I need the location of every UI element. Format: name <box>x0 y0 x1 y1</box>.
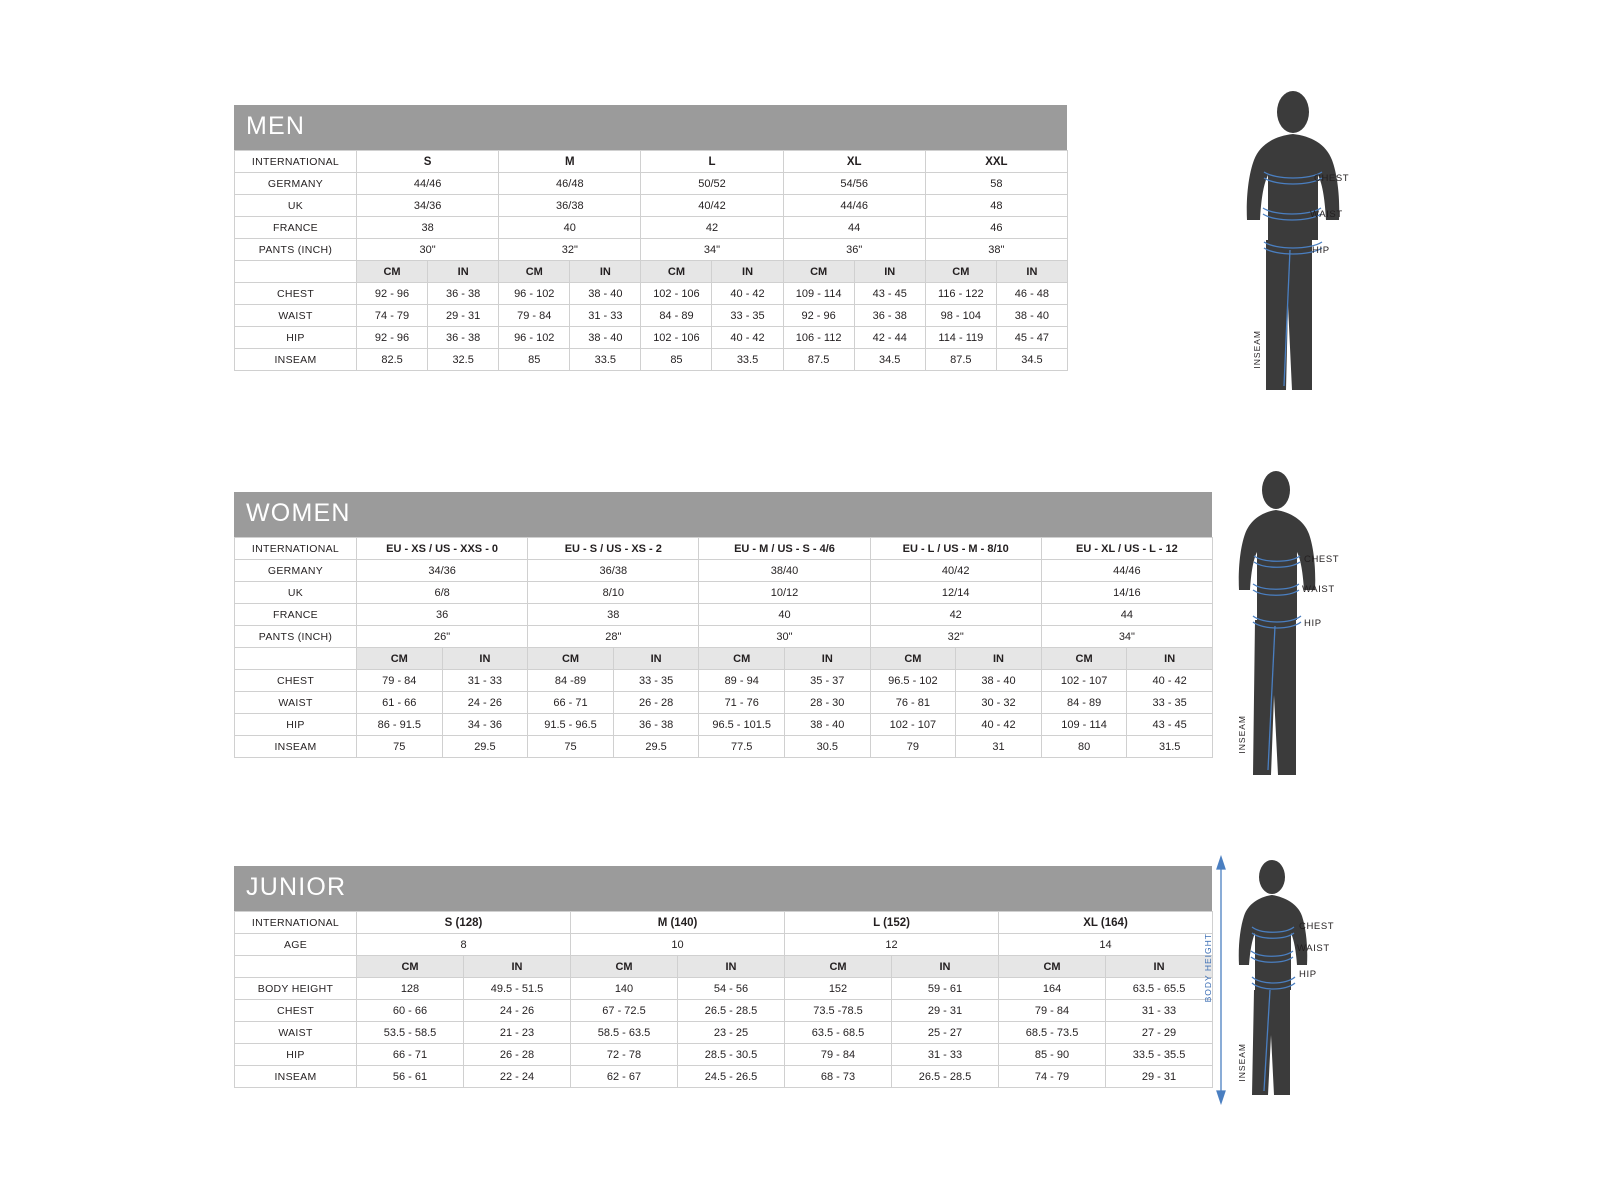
cell: 38/40 <box>699 560 870 582</box>
unit-cell: CM <box>1041 648 1127 670</box>
cell: 36 - 38 <box>428 327 499 349</box>
cell: 62 - 67 <box>571 1066 678 1088</box>
row-label: INTERNATIONAL <box>235 151 357 173</box>
men-hip-label: HIP <box>1312 245 1330 256</box>
cell: 114 - 119 <box>925 327 996 349</box>
cell: 60 - 66 <box>357 1000 464 1022</box>
cell: 54/56 <box>783 173 925 195</box>
cell: 71 - 76 <box>699 692 785 714</box>
cell: 84 - 89 <box>1041 692 1127 714</box>
cell: 32" <box>870 626 1041 648</box>
cell: 44/46 <box>1041 560 1212 582</box>
cell: 26 - 28 <box>613 692 699 714</box>
cell: 38" <box>925 239 1067 261</box>
cell: 87.5 <box>783 349 854 371</box>
women-chest-label: CHEST <box>1304 554 1340 565</box>
cell: 44 <box>783 217 925 239</box>
cell: 24 - 26 <box>442 692 528 714</box>
table-row <box>235 670 1213 692</box>
men-table-block <box>234 105 1067 371</box>
cell: 77.5 <box>699 736 785 758</box>
cell: 46/48 <box>499 173 641 195</box>
cell: 85 - 90 <box>999 1044 1106 1066</box>
row-label: INSEAM <box>235 1066 357 1088</box>
cell: 12 <box>785 934 999 956</box>
cell: 66 - 71 <box>528 692 614 714</box>
cell: 152 <box>785 978 892 1000</box>
cell: 58 <box>925 173 1067 195</box>
cell: 21 - 23 <box>464 1022 571 1044</box>
men-figure <box>1230 90 1450 410</box>
cell: 33 - 35 <box>712 305 783 327</box>
unit-row-spacer <box>235 261 357 283</box>
table-row <box>235 1000 1213 1022</box>
cell: 34" <box>641 239 783 261</box>
cell: 35 - 37 <box>784 670 870 692</box>
row-label: FRANCE <box>235 217 357 239</box>
cell: 98 - 104 <box>925 305 996 327</box>
cell: 31 - 33 <box>570 305 641 327</box>
cell: 36" <box>783 239 925 261</box>
cell: 38 - 40 <box>784 714 870 736</box>
table-row <box>235 1022 1213 1044</box>
cell: 102 - 106 <box>641 283 712 305</box>
unit-cell: CM <box>357 956 464 978</box>
unit-cell: IN <box>956 648 1042 670</box>
size-col-1: EU - XS / US - XXS - 0 <box>357 538 528 560</box>
cell: 74 - 79 <box>357 305 428 327</box>
junior-table-block <box>234 866 1212 1088</box>
row-label: HIP <box>235 327 357 349</box>
unit-cell: CM <box>925 261 996 283</box>
cell: 32.5 <box>428 349 499 371</box>
cell: 26 - 28 <box>464 1044 571 1066</box>
cell: 63.5 - 68.5 <box>785 1022 892 1044</box>
cell: 36 - 38 <box>428 283 499 305</box>
table-row <box>235 305 1068 327</box>
size-col-4: EU - L / US - M - 8/10 <box>870 538 1041 560</box>
table-row <box>235 239 1068 261</box>
size-col-4: XL <box>783 151 925 173</box>
junior-body-height-label: BODY HEIGHT <box>1203 933 1213 1003</box>
table-row <box>235 195 1068 217</box>
women-size-table <box>234 537 1213 758</box>
unit-row <box>235 261 1068 283</box>
unit-cell: IN <box>784 648 870 670</box>
cell: 87.5 <box>925 349 996 371</box>
cell: 42 - 44 <box>854 327 925 349</box>
table-row <box>235 934 1213 956</box>
cell: 12/14 <box>870 582 1041 604</box>
cell: 36 - 38 <box>613 714 699 736</box>
cell: 14/16 <box>1041 582 1212 604</box>
cell: 44 <box>1041 604 1212 626</box>
row-label: AGE <box>235 934 357 956</box>
table-row <box>235 692 1213 714</box>
table-row <box>235 604 1213 626</box>
cell: 79 <box>870 736 956 758</box>
cell: 85 <box>641 349 712 371</box>
cell: 36 <box>357 604 528 626</box>
table-row <box>235 173 1068 195</box>
cell: 27 - 29 <box>1106 1022 1213 1044</box>
junior-figure <box>1203 855 1435 1115</box>
size-col-2: M (140) <box>571 912 785 934</box>
cell: 79 - 84 <box>999 1000 1106 1022</box>
cell: 49.5 - 51.5 <box>464 978 571 1000</box>
unit-cell: CM <box>571 956 678 978</box>
cell: 31.5 <box>1127 736 1213 758</box>
cell: 34/36 <box>357 195 499 217</box>
size-col-2: EU - S / US - XS - 2 <box>528 538 699 560</box>
table-row <box>235 349 1068 371</box>
cell: 96.5 - 101.5 <box>699 714 785 736</box>
cell: 61 - 66 <box>357 692 443 714</box>
cell: 34/36 <box>357 560 528 582</box>
cell: 38 <box>528 604 699 626</box>
cell: 82.5 <box>357 349 428 371</box>
cell: 29.5 <box>613 736 699 758</box>
cell: 31 - 33 <box>442 670 528 692</box>
cell: 80 <box>1041 736 1127 758</box>
cell: 28" <box>528 626 699 648</box>
table-row <box>235 217 1068 239</box>
cell: 23 - 25 <box>678 1022 785 1044</box>
cell: 34" <box>1041 626 1212 648</box>
cell: 28 - 30 <box>784 692 870 714</box>
cell: 92 - 96 <box>357 283 428 305</box>
cell: 79 - 84 <box>357 670 443 692</box>
cell: 109 - 114 <box>1041 714 1127 736</box>
women-hip-label: HIP <box>1304 618 1322 629</box>
table-row <box>235 538 1213 560</box>
cell: 26.5 - 28.5 <box>678 1000 785 1022</box>
cell: 91.5 - 96.5 <box>528 714 614 736</box>
cell: 29 - 31 <box>428 305 499 327</box>
cell: 31 - 33 <box>1106 1000 1213 1022</box>
cell: 38 - 40 <box>570 283 641 305</box>
row-label: WAIST <box>235 692 357 714</box>
cell: 42 <box>870 604 1041 626</box>
unit-cell: IN <box>464 956 571 978</box>
cell: 58.5 - 63.5 <box>571 1022 678 1044</box>
cell: 79 - 84 <box>785 1044 892 1066</box>
unit-row-spacer <box>235 648 357 670</box>
unit-cell: IN <box>1127 648 1213 670</box>
cell: 66 - 71 <box>357 1044 464 1066</box>
unit-cell: CM <box>999 956 1106 978</box>
unit-cell: IN <box>570 261 641 283</box>
cell: 24.5 - 26.5 <box>678 1066 785 1088</box>
row-label: UK <box>235 582 357 604</box>
cell: 128 <box>357 978 464 1000</box>
cell: 8/10 <box>528 582 699 604</box>
row-label: FRANCE <box>235 604 357 626</box>
cell: 63.5 - 65.5 <box>1106 978 1213 1000</box>
cell: 109 - 114 <box>783 283 854 305</box>
cell: 46 - 48 <box>996 283 1067 305</box>
cell: 44/46 <box>357 173 499 195</box>
cell: 38 - 40 <box>570 327 641 349</box>
cell: 32" <box>499 239 641 261</box>
cell: 44/46 <box>783 195 925 217</box>
table-row <box>235 1066 1213 1088</box>
cell: 31 <box>956 736 1042 758</box>
cell: 30" <box>357 239 499 261</box>
cell: 33.5 <box>570 349 641 371</box>
cell: 33 - 35 <box>1127 692 1213 714</box>
cell: 33.5 - 35.5 <box>1106 1044 1213 1066</box>
junior-size-table <box>234 911 1213 1088</box>
cell: 106 - 112 <box>783 327 854 349</box>
unit-cell: CM <box>528 648 614 670</box>
cell: 43 - 45 <box>854 283 925 305</box>
row-label: CHEST <box>235 670 357 692</box>
table-row <box>235 283 1068 305</box>
unit-cell: IN <box>854 261 925 283</box>
table-row <box>235 560 1213 582</box>
cell: 30" <box>699 626 870 648</box>
cell: 33 - 35 <box>613 670 699 692</box>
row-label: INSEAM <box>235 736 357 758</box>
cell: 43 - 45 <box>1127 714 1213 736</box>
cell: 89 - 94 <box>699 670 785 692</box>
cell: 102 - 106 <box>641 327 712 349</box>
cell: 14 <box>999 934 1213 956</box>
table-row <box>235 626 1213 648</box>
cell: 22 - 24 <box>464 1066 571 1088</box>
row-label: CHEST <box>235 1000 357 1022</box>
cell: 29 - 31 <box>892 1000 999 1022</box>
cell: 31 - 33 <box>892 1044 999 1066</box>
cell: 54 - 56 <box>678 978 785 1000</box>
cell: 25 - 27 <box>892 1022 999 1044</box>
row-label: WAIST <box>235 1022 357 1044</box>
unit-cell: CM <box>783 261 854 283</box>
cell: 59 - 61 <box>892 978 999 1000</box>
cell: 26.5 - 28.5 <box>892 1066 999 1088</box>
cell: 102 - 107 <box>1041 670 1127 692</box>
women-figure <box>1218 470 1438 790</box>
cell: 86 - 91.5 <box>357 714 443 736</box>
size-col-5: EU - XL / US - L - 12 <box>1041 538 1212 560</box>
cell: 40 - 42 <box>712 327 783 349</box>
cell: 33.5 <box>712 349 783 371</box>
junior-chest-label: CHEST <box>1299 921 1335 932</box>
size-col-5: XXL <box>925 151 1067 173</box>
table-row <box>235 582 1213 604</box>
cell: 30.5 <box>784 736 870 758</box>
table-row <box>235 1044 1213 1066</box>
cell: 29 - 31 <box>1106 1066 1213 1088</box>
unit-cell: IN <box>892 956 999 978</box>
unit-cell: CM <box>357 648 443 670</box>
cell: 38 - 40 <box>996 305 1067 327</box>
cell: 40 - 42 <box>712 283 783 305</box>
size-col-1: S <box>357 151 499 173</box>
cell: 36 - 38 <box>854 305 925 327</box>
cell: 140 <box>571 978 678 1000</box>
size-col-3: L (152) <box>785 912 999 934</box>
women-waist-label: WAIST <box>1302 584 1335 595</box>
cell: 10/12 <box>699 582 870 604</box>
table-row <box>235 978 1213 1000</box>
table-row <box>235 151 1068 173</box>
cell: 34.5 <box>854 349 925 371</box>
cell: 40 - 42 <box>1127 670 1213 692</box>
size-col-2: M <box>499 151 641 173</box>
cell: 34.5 <box>996 349 1067 371</box>
row-label: PANTS (INCH) <box>235 626 357 648</box>
unit-cell: CM <box>499 261 570 283</box>
row-label: WAIST <box>235 305 357 327</box>
unit-cell: IN <box>678 956 785 978</box>
junior-waist-label: WAIST <box>1297 943 1330 954</box>
cell: 92 - 96 <box>783 305 854 327</box>
junior-hip-label: HIP <box>1299 969 1317 980</box>
size-col-4: XL (164) <box>999 912 1213 934</box>
men-inseam-label: INSEAM <box>1252 330 1262 369</box>
row-label: INTERNATIONAL <box>235 912 357 934</box>
cell: 96 - 102 <box>499 283 570 305</box>
cell: 34 - 36 <box>442 714 528 736</box>
row-label: HIP <box>235 1044 357 1066</box>
men-chest-label: CHEST <box>1314 173 1350 184</box>
unit-cell: CM <box>699 648 785 670</box>
row-label: INSEAM <box>235 349 357 371</box>
cell: 50/52 <box>641 173 783 195</box>
row-label: HIP <box>235 714 357 736</box>
cell: 6/8 <box>357 582 528 604</box>
women-table-block <box>234 492 1212 758</box>
unit-cell: IN <box>613 648 699 670</box>
table-row <box>235 912 1213 934</box>
cell: 45 - 47 <box>996 327 1067 349</box>
cell: 29.5 <box>442 736 528 758</box>
junior-title: JUNIOR <box>234 866 1212 911</box>
cell: 72 - 78 <box>571 1044 678 1066</box>
women-title: WOMEN <box>234 492 1212 537</box>
cell: 102 - 107 <box>870 714 956 736</box>
row-label: GERMANY <box>235 173 357 195</box>
cell: 26" <box>357 626 528 648</box>
row-label: UK <box>235 195 357 217</box>
cell: 76 - 81 <box>870 692 956 714</box>
men-waist-label: WAIST <box>1310 209 1343 220</box>
cell: 68.5 - 73.5 <box>999 1022 1106 1044</box>
cell: 68 - 73 <box>785 1066 892 1088</box>
row-label: INTERNATIONAL <box>235 538 357 560</box>
unit-row <box>235 956 1213 978</box>
size-col-1: S (128) <box>357 912 571 934</box>
row-label: BODY HEIGHT <box>235 978 357 1000</box>
size-col-3: L <box>641 151 783 173</box>
unit-row <box>235 648 1213 670</box>
cell: 84 - 89 <box>641 305 712 327</box>
cell: 40 - 42 <box>956 714 1042 736</box>
unit-cell: CM <box>870 648 956 670</box>
women-inseam-label: INSEAM <box>1237 715 1247 754</box>
cell: 10 <box>571 934 785 956</box>
table-row <box>235 327 1068 349</box>
cell: 92 - 96 <box>357 327 428 349</box>
unit-cell: IN <box>428 261 499 283</box>
unit-cell: CM <box>357 261 428 283</box>
cell: 40/42 <box>641 195 783 217</box>
table-row <box>235 714 1213 736</box>
cell: 46 <box>925 217 1067 239</box>
row-label: CHEST <box>235 283 357 305</box>
junior-inseam-label: INSEAM <box>1237 1043 1247 1082</box>
unit-cell: IN <box>1106 956 1213 978</box>
cell: 74 - 79 <box>999 1066 1106 1088</box>
cell: 40 <box>699 604 870 626</box>
row-label: GERMANY <box>235 560 357 582</box>
cell: 67 - 72.5 <box>571 1000 678 1022</box>
cell: 36/38 <box>528 560 699 582</box>
cell: 84 -89 <box>528 670 614 692</box>
unit-cell: CM <box>785 956 892 978</box>
cell: 24 - 26 <box>464 1000 571 1022</box>
cell: 79 - 84 <box>499 305 570 327</box>
cell: 48 <box>925 195 1067 217</box>
cell: 38 <box>357 217 499 239</box>
cell: 30 - 32 <box>956 692 1042 714</box>
unit-cell: IN <box>996 261 1067 283</box>
unit-cell: IN <box>442 648 528 670</box>
cell: 73.5 -78.5 <box>785 1000 892 1022</box>
row-label: PANTS (INCH) <box>235 239 357 261</box>
table-row <box>235 736 1213 758</box>
cell: 8 <box>357 934 571 956</box>
cell: 56 - 61 <box>357 1066 464 1088</box>
cell: 36/38 <box>499 195 641 217</box>
cell: 164 <box>999 978 1106 1000</box>
cell: 42 <box>641 217 783 239</box>
unit-cell: IN <box>712 261 783 283</box>
men-title: MEN <box>234 105 1067 150</box>
unit-row-spacer <box>235 956 357 978</box>
cell: 38 - 40 <box>956 670 1042 692</box>
cell: 75 <box>528 736 614 758</box>
men-size-table <box>234 150 1068 371</box>
cell: 40 <box>499 217 641 239</box>
unit-cell: CM <box>641 261 712 283</box>
cell: 75 <box>357 736 443 758</box>
cell: 40/42 <box>870 560 1041 582</box>
cell: 96.5 - 102 <box>870 670 956 692</box>
cell: 96 - 102 <box>499 327 570 349</box>
cell: 28.5 - 30.5 <box>678 1044 785 1066</box>
size-col-3: EU - M / US - S - 4/6 <box>699 538 870 560</box>
cell: 53.5 - 58.5 <box>357 1022 464 1044</box>
cell: 116 - 122 <box>925 283 996 305</box>
cell: 85 <box>499 349 570 371</box>
